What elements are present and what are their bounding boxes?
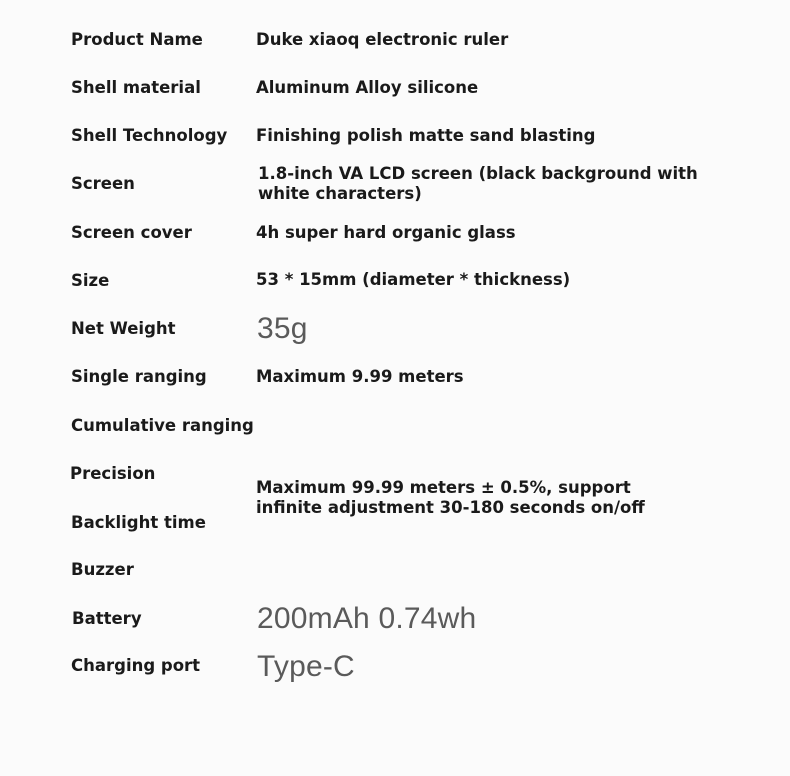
value-net-weight: 35g — [257, 312, 308, 345]
value-size: 53 * 15mm (diameter * thickness) — [256, 270, 571, 289]
value-single-ranging: Maximum 9.99 meters — [256, 367, 464, 386]
value-charging-port: Type-C — [257, 650, 355, 683]
label-precision: Precision — [70, 464, 156, 483]
label-buzzer: Buzzer — [71, 560, 134, 579]
value-screen-cover: 4h super hard organic glass — [256, 223, 516, 242]
label-screen-cover: Screen cover — [71, 223, 192, 242]
value-shell-technology: Finishing polish matte sand blasting — [256, 126, 596, 145]
label-shell-material: Shell material — [71, 78, 201, 97]
value-product-name: Duke xiaoq electronic ruler — [256, 30, 509, 49]
value-cumulative-to-buzzer: Maximum 99.99 meters ± 0.5%, support infinite adjustment 30-180 seconds on/off — [256, 478, 645, 517]
label-charging-port: Charging port — [71, 656, 201, 675]
label-screen: Screen — [71, 174, 135, 193]
label-product-name: Product Name — [71, 30, 203, 49]
label-single-ranging: Single ranging — [71, 367, 207, 386]
label-size: Size — [71, 271, 110, 290]
value-battery: 200mAh 0.74wh — [257, 602, 477, 635]
label-shell-technology: Shell Technology — [71, 126, 228, 145]
label-backlight-time: Backlight time — [71, 513, 206, 532]
value-screen: 1.8-inch VA LCD screen (black background with white characters) — [258, 164, 698, 203]
value-shell-material: Aluminum Alloy silicone — [256, 78, 479, 97]
label-battery: Battery — [72, 609, 142, 628]
label-cumulative-ranging: Cumulative ranging — [71, 416, 254, 435]
label-net-weight: Net Weight — [71, 319, 176, 338]
